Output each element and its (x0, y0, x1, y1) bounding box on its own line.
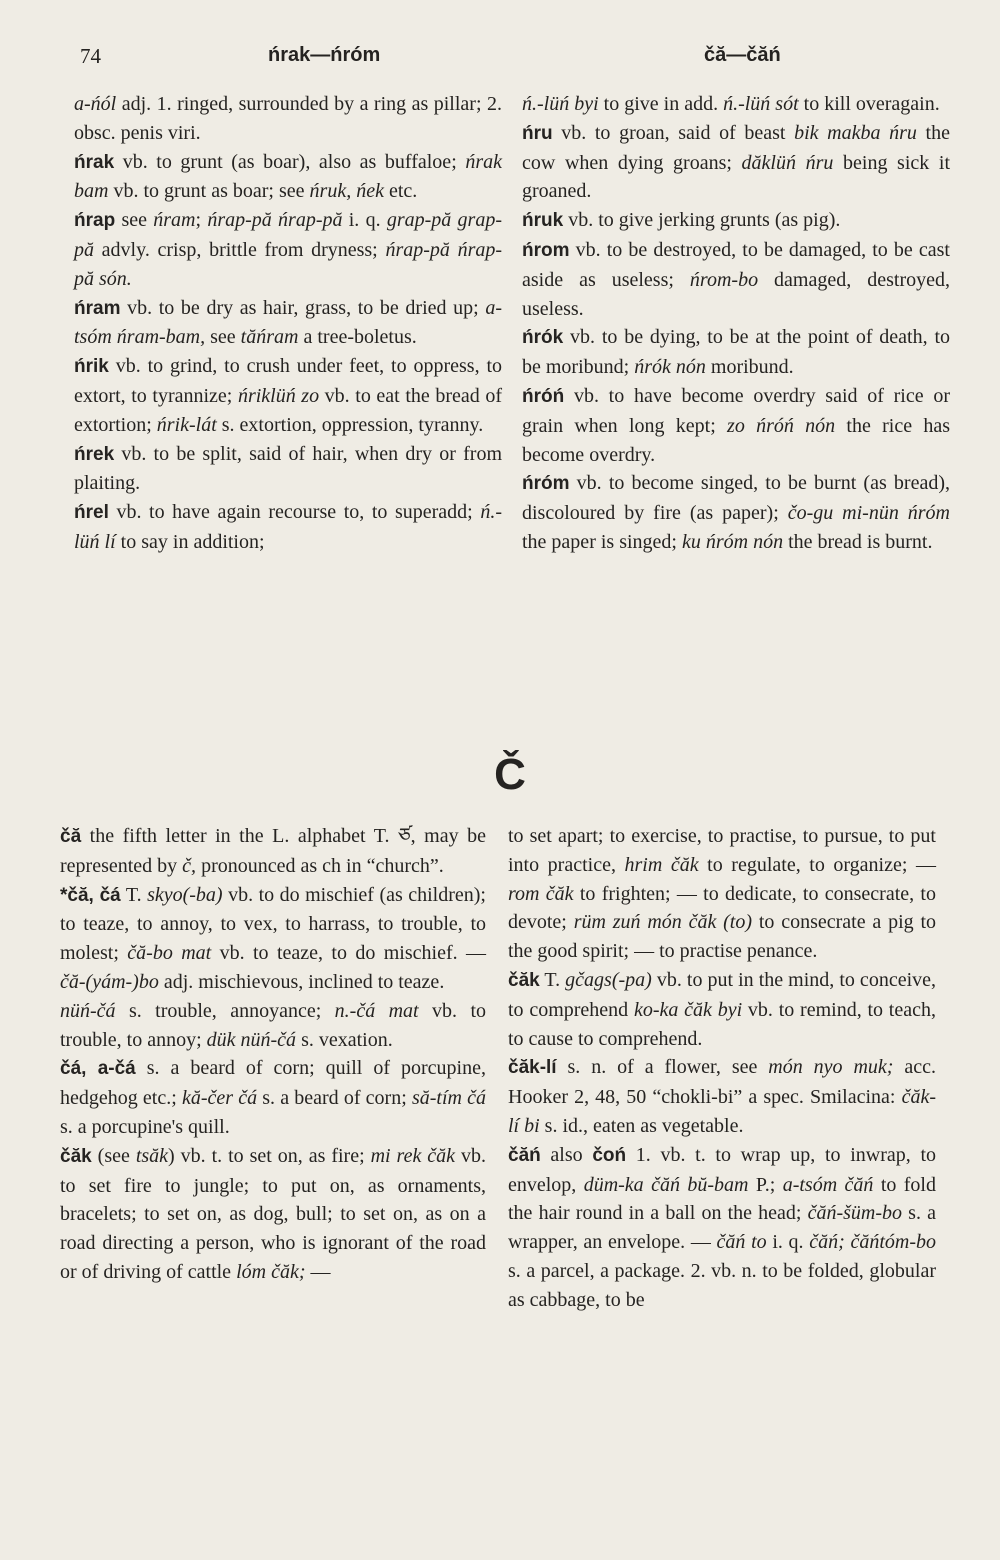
italic-form: čăk-lí bi (508, 1086, 936, 1137)
definition-text: also (540, 1143, 593, 1166)
italic-form: mi rek čăk (370, 1144, 456, 1167)
definition-text: ) vb. t. to set on, as fire; (168, 1144, 371, 1167)
italic-form: č, (182, 854, 197, 877)
definition-text: vb. to grunt (as boar), also as buffaloe; (114, 150, 466, 173)
column-top-left (74, 90, 502, 557)
definition-text: the fifth letter in the L. alphabet T. ཙ, may be represented by (60, 825, 486, 877)
italic-form: tsăk (135, 1144, 169, 1167)
dictionary-entry-cont2 (508, 822, 936, 966)
dictionary-entry-nrel (74, 498, 502, 557)
italic-form: grap-pă grap-pă (74, 209, 502, 261)
definition-text: the paper is singed; (522, 530, 682, 553)
definition-text: moribund. (705, 356, 794, 379)
definition-text: ; (195, 209, 208, 232)
definition-text: T. (120, 883, 148, 906)
dictionary-entry-ca (60, 822, 486, 881)
italic-form: čăń to (716, 1231, 767, 1254)
italic-form: skyo(-ba) (147, 883, 223, 906)
definition-text: adj. mischievous, inclined to teaze. (158, 970, 445, 993)
italic-form: kă-čer čá (181, 1087, 258, 1110)
definition-text: to regulate, to organize; — (698, 853, 936, 876)
definition-text: damaged, destroyed, useless. (522, 268, 950, 320)
italic-form: ń.-lüń byi (522, 93, 599, 115)
definition-text: vb. to have again recourse to, to superadd; (108, 501, 481, 524)
definition-text: see (205, 326, 241, 349)
italic-form: dük nüń-čá (206, 1028, 297, 1051)
definition-text: vb. to become singed, to be burnt (as bread), discoloured by fire (as paper); (522, 472, 950, 525)
italic-form: nüń-čá (60, 999, 116, 1022)
italic-form: a-tsóm čăń (782, 1173, 874, 1196)
definition-text: 1. vb. t. to wrap up, to inwrap, to envelop, (508, 1143, 937, 1196)
headword: ńru (522, 122, 553, 144)
dictionary-entry-cak (60, 1142, 486, 1287)
definition-text: to frighten; — to dedicate, to consecrate, to devote; (508, 882, 936, 934)
definition-text: vb. to trouble, to annoy; (60, 999, 486, 1051)
definition-text: vb. to be dry as hair, grass, to be dried up; (120, 296, 486, 319)
definition-text: s. a wrapper, an envelope. — (508, 1202, 936, 1254)
definition-text: (see (91, 1144, 136, 1167)
definition-text: vb. to grunt as boar; see (108, 180, 310, 203)
headword: čă (60, 826, 82, 847)
headword: čá, a-čá (60, 1058, 136, 1080)
italic-form: gčags(-pa) (565, 968, 652, 991)
definition-text: vb. to have become overdry said of rice or grain when long kept; (522, 384, 950, 437)
italic-form: ńruk, ńek (309, 180, 384, 203)
definition-text: vb. to give jerking grunts (as pig). (563, 209, 841, 232)
italic-form: čă-(yám-)bo (60, 970, 159, 993)
definition-text: pronounced as ch in “church”. (196, 854, 444, 877)
headword: čăk (60, 1145, 92, 1167)
headword: ńrel (74, 502, 109, 524)
definition-text: s. id., eaten as vegetable. (539, 1114, 744, 1137)
italic-form: ńrak bam (74, 150, 502, 203)
definition-text: s. a porcupine's quill. (60, 1115, 230, 1138)
definition-text: vb. to be dying, to be at the point of death, to be moribund; (522, 326, 950, 379)
column-bottom-right (508, 822, 936, 1315)
italic-form: tăńram (240, 326, 299, 349)
dictionary-entry-cakli (508, 1053, 936, 1140)
dictionary-entry-nunca (60, 997, 486, 1055)
definition-text: T. (539, 968, 566, 991)
italic-form: món nyo muk; (768, 1056, 894, 1079)
italic-form: ńrik-lát (156, 413, 217, 436)
italic-form: ń.-lüń sót (723, 93, 799, 115)
dictionary-entry-nru (522, 119, 950, 206)
definition-text: the bread is burnt. (783, 530, 933, 553)
running-head-left: ńrak—ńróm (268, 44, 381, 66)
dictionary-entry-nruk (522, 206, 950, 236)
italic-form: čăń; čăńtóm-bo (809, 1231, 937, 1254)
dictionary-entry-nram (74, 294, 502, 353)
definition-text: s. extortion, oppression, tyranny. (216, 413, 484, 436)
italic-form: hrim čăk (624, 853, 699, 876)
dictionary-entry-ca3 (60, 1054, 486, 1141)
italic-form: ńriklüń zo (237, 384, 320, 407)
headword: ńrik (74, 356, 109, 378)
definition-text: P.; (748, 1173, 783, 1196)
definition-text: to fold the hair round in a ball on the head; (508, 1173, 936, 1225)
dictionary-entry-nrom (522, 236, 950, 323)
italic-form: ko-ka čăk byi (633, 998, 743, 1021)
definition-text: a tree-boletus. (298, 326, 417, 349)
headword: ńrom (522, 239, 570, 261)
definition-text: to give in add. (598, 93, 724, 115)
dictionary-entry-ca2 (60, 881, 486, 997)
headword: ńróń (522, 385, 565, 407)
definition-text: to consecrate a pig to the good spirit; — to practise penance. (508, 911, 936, 963)
dictionary-entry-nrok (522, 323, 950, 382)
headword: ńram (74, 297, 121, 319)
running-head-right: čă—čăń (704, 44, 781, 66)
italic-form: bik makba ńru (794, 121, 917, 144)
definition-text: vb. to be split, said of hair, when dry or from plaiting. (74, 442, 502, 495)
italic-form: rüm zuń món čăk (to) (573, 911, 753, 934)
dictionary-entry-nrek (74, 440, 502, 499)
dictionary-entry-nron (522, 382, 950, 469)
definition-text: advly. crisp, brittle from dryness; (94, 238, 386, 261)
italic-form: dăklüń ńru (741, 151, 834, 174)
definition-text: s. trouble, annoyance; (115, 999, 335, 1022)
dictionary-entry-nrak (74, 148, 502, 207)
headword: ńrap (74, 210, 116, 232)
italic-form: zo ńróń nón (727, 414, 836, 437)
column-top-right (522, 90, 950, 557)
headword: ńrak (74, 151, 115, 173)
definition-text: s. a beard of corn; (257, 1087, 412, 1110)
dictionary-entry-nrik (74, 352, 502, 439)
definition-text: s. a beard of corn; quill of porcupine, hedgehog etc.; (60, 1057, 486, 1110)
definition-text: vb. to teaze, to do mischief. — (211, 942, 486, 965)
section-letter-heading: Č (494, 750, 526, 799)
definition-text: vb. to eat the bread of extortion; (74, 384, 503, 436)
headword: ńróm (522, 473, 570, 495)
italic-form: n.-čá mat (334, 999, 419, 1022)
definition-text: s. n. of a flower, see (556, 1056, 769, 1079)
definition-text: vb. to be destroyed, to be damaged, to be cast aside as useless; (522, 238, 950, 291)
italic-form: čăń-šüm-bo (807, 1202, 903, 1225)
italic-form: ńrap-pă ńrap-pă són. (74, 238, 503, 290)
italic-form: a-ńól (74, 93, 117, 115)
definition-text: s. vexation. (296, 1028, 393, 1051)
definition-text: to kill overagain. (798, 93, 940, 115)
headword: čăń (508, 1144, 541, 1166)
dictionary-entry-nrom2 (522, 469, 950, 556)
italic-form: ń.-lüń lí (74, 501, 502, 553)
definition-text: etc. (383, 180, 418, 203)
definition-text: adj. 1. ringed, surrounded by a ring as pillar; 2. obsc. penis viri. (74, 93, 502, 144)
headword: čăk-lí (508, 1057, 557, 1079)
definition-text: — (305, 1260, 331, 1283)
column-bottom-left (60, 822, 486, 1287)
headword: *čă, čá (60, 884, 121, 906)
italic-form: ku ńróm nón (681, 530, 784, 553)
definition-text: see (115, 209, 154, 232)
italic-form: ńrók nón (634, 356, 706, 379)
dictionary-entry-can (508, 1141, 936, 1315)
italic-form: čo-gu mi-nün ńróm (787, 502, 950, 525)
definition-text: i. q. (342, 209, 387, 232)
headword: ńruk (522, 210, 564, 232)
italic-form: čă-bo mat (127, 942, 212, 965)
page-number: 74 (80, 44, 101, 68)
definition-text: the cow when dying groans; (522, 121, 950, 174)
dictionary-entry-nrap (74, 206, 502, 293)
italic-form: ńrom-bo (689, 268, 759, 291)
definition-text: vb. to do mischief (as children); to teaze, to annoy, to vex, to harrass, to trouble, to molest; (60, 883, 486, 965)
definition-text: vb. to set fire to jungle; to put on, as ornaments, bracelets; to set on, as dog, bull; to set on, as on a road directing a person, who is ignorant of the road or of driving of cattle (60, 1144, 486, 1283)
page-header (0, 40, 1000, 76)
dictionary-entry-cak2 (508, 966, 936, 1053)
headword: ńrók (522, 327, 564, 349)
definition-text: vb. to remind, to teach, to cause to comprehend. (508, 998, 936, 1050)
definition-text: vb. to put in the mind, to conceive, to comprehend (508, 968, 937, 1021)
definition-text: s. a parcel, a package. 2. vb. n. to be folded, globular as cabbage, to be (508, 1259, 936, 1311)
definition-text: being sick it groaned. (522, 151, 951, 203)
headword: ńrek (74, 443, 115, 465)
italic-form: düm-ka čăń bŭ-bam (583, 1173, 749, 1196)
italic-form: lóm čăk; (236, 1260, 306, 1283)
definition-text: to set apart; to exercise, to practise, to pursue, to put into practice, (508, 825, 936, 876)
italic-form: ńrap-pă ńrap-pă (207, 209, 343, 232)
definition-text: the rice has become overdry. (522, 414, 950, 466)
headword: čăk (508, 969, 540, 991)
italic-form: ńram (153, 209, 196, 232)
variant-headword: čoń (592, 1144, 627, 1166)
definition-text: vb. to groan, said of beast (552, 121, 795, 144)
definition-text: acc. Hooker 2, 48, 50 “chokli-bi” a spec. Smilacina: (508, 1056, 936, 1109)
italic-form: să-tím čá (411, 1087, 487, 1110)
italic-form: a-tsóm ńram-bam, (74, 296, 502, 349)
definition-text: vb. to grind, to crush under feet, to oppress, to extort, to tyrannize; (74, 355, 502, 407)
definition-text: i. q. (766, 1231, 810, 1254)
dictionary-entry-cont (522, 90, 950, 119)
dictionary-entry-a-nol (74, 90, 502, 148)
definition-text: to say in addition; (115, 530, 265, 553)
italic-form: rom čăk (508, 882, 574, 905)
